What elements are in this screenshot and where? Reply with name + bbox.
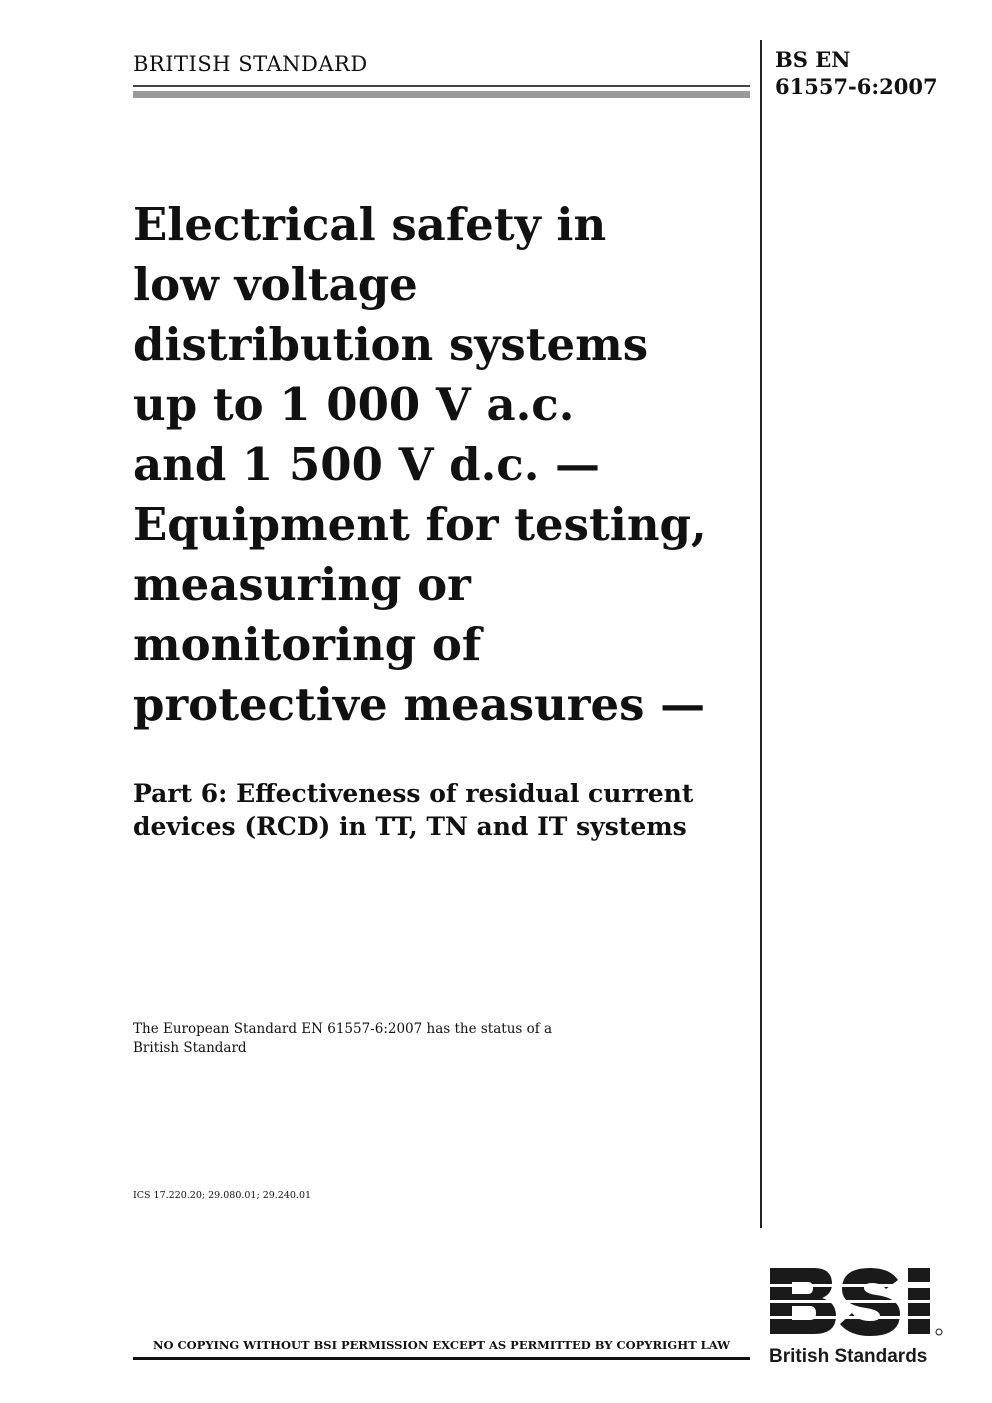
header-thick-rule (133, 91, 750, 98)
document-number-line-2: 61557-6:2007 (775, 74, 938, 99)
copyright-notice: NO COPYING WITHOUT BSI PERMISSION EXCEPT AS PERMITTED BY COPYRIGHT LAW (152, 1338, 731, 1352)
title-line: Electrical safety in (133, 198, 607, 251)
title-line: up to 1 000 V a.c. (133, 378, 575, 431)
footer-rule (133, 1357, 750, 1360)
bsi-logo-letter-i-dot (908, 1268, 930, 1282)
bsi-logo (768, 1262, 946, 1372)
document-number-line-1: BS EN (775, 47, 851, 72)
title-line: protective measures — (133, 678, 706, 731)
title-line: Equipment for testing, (133, 498, 707, 551)
title-line: monitoring of (133, 618, 482, 671)
title-line: distribution systems (133, 318, 649, 371)
status-note-line-1: The European Standard EN 61557-6:2007 has the status of a (133, 1021, 553, 1037)
subtitle-line: Part 6: Effectiveness of residual current (133, 779, 694, 808)
margin-vertical-rule (760, 40, 762, 1228)
ics-codes: ICS 17.220.20; 29.080.01; 29.240.01 (133, 1190, 312, 1201)
document-number (775, 46, 938, 100)
bsi-logo-caption: British Standards (769, 1346, 928, 1367)
title-line: and 1 500 V d.c. — (133, 438, 601, 491)
title-line: measuring or (133, 558, 471, 611)
document-subtitle (133, 777, 753, 843)
standard-type-label: BRITISH STANDARD (133, 52, 368, 76)
bsi-logo-letter-i-stem (908, 1288, 930, 1334)
status-note-line-2: British Standard (133, 1040, 247, 1056)
subtitle-line: devices (RCD) in TT, TN and IT systems (133, 812, 687, 841)
title-line: low voltage (133, 258, 418, 311)
header-thin-rule (133, 85, 750, 87)
status-note (133, 1020, 613, 1058)
document-title (133, 195, 753, 735)
